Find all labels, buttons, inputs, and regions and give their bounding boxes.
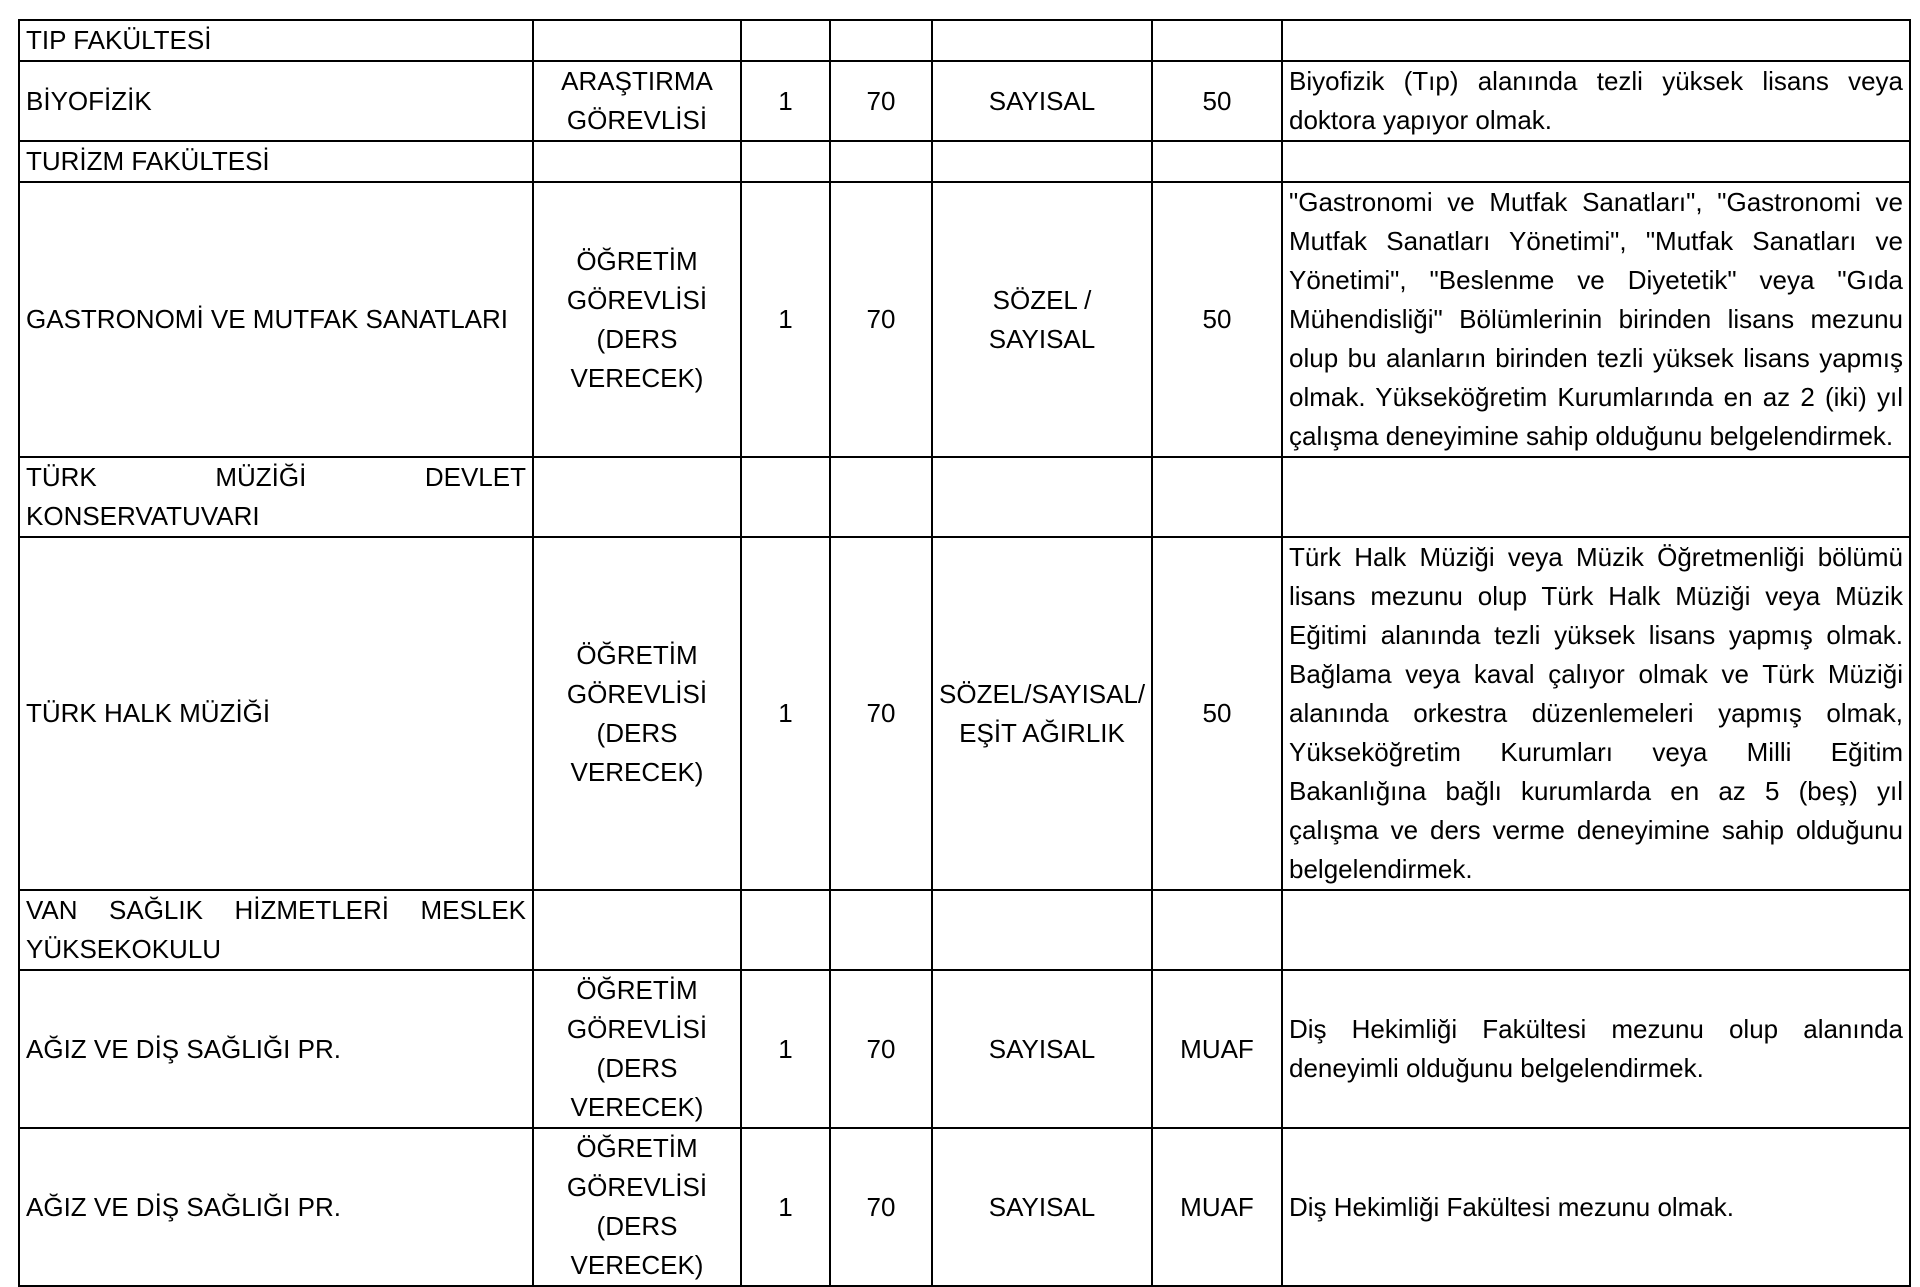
- department-name: AĞIZ VE DİŞ SAĞLIĞI PR.: [19, 1128, 533, 1286]
- empty-cell: [830, 457, 932, 537]
- min-score: 70: [830, 61, 932, 141]
- position-count: 1: [741, 970, 830, 1128]
- faculty-row: [19, 890, 1910, 970]
- empty-cell: [741, 890, 830, 970]
- requirements: [1282, 970, 1910, 1128]
- ales-type: [932, 182, 1152, 457]
- position-count: 1: [741, 61, 830, 141]
- position-row: [19, 537, 1910, 890]
- faculty-row: [19, 457, 1910, 537]
- faculty-name: VAN SAĞLIK HİZMETLERİ MESLEK YÜKSEKOKULU: [19, 890, 533, 970]
- empty-cell: [830, 141, 932, 182]
- ales-type: [932, 61, 1152, 141]
- position-title-text: ÖĞRETİM GÖREVLİSİ (DERS VERECEK): [566, 245, 708, 393]
- empty-cell: [1152, 141, 1282, 182]
- requirements: [1282, 1128, 1910, 1286]
- department-name: GASTRONOMİ VE MUTFAK SANATLARI: [19, 182, 533, 457]
- ales-type-text: SAYISAL: [988, 1033, 1096, 1064]
- position-count: 1: [741, 537, 830, 890]
- ales-type: [932, 1128, 1152, 1286]
- language-score: 50: [1152, 537, 1282, 890]
- department-name: BİYOFİZİK: [19, 61, 533, 141]
- requirements-text: Diş Hekimliği Fakültesi mezunu olmak.: [1289, 1191, 1735, 1222]
- empty-cell: [741, 457, 830, 537]
- empty-cell: [830, 890, 932, 970]
- language-score: MUAF: [1152, 970, 1282, 1128]
- requirements-text: Biyofizik (Tıp) alanında tezli yüksek lisans veya doktora yapıyor olmak.: [1289, 66, 1903, 135]
- empty-cell: [533, 890, 741, 970]
- position-title-text: ÖĞRETİM GÖREVLİSİ (DERS VERECEK): [566, 639, 708, 787]
- ales-type: [932, 970, 1152, 1128]
- requirements: [1282, 537, 1910, 890]
- ales-type-text: SAYISAL: [988, 1191, 1096, 1222]
- faculty-row: [19, 141, 1910, 182]
- requirements: [1282, 182, 1910, 457]
- empty-cell: [932, 20, 1152, 61]
- requirements-text: "Gastronomi ve Mutfak Sanatları", "Gastronomi ve Mutfak Sanatları Yönetimi", "Mutfak Sanatları ve Yönetimi", "Beslenme ve Diyetetik" veya "Gıda Mühendisliği" Bölümlerinin birinden lisans mezunu olup bu alanların birinden tezli yüksek lisans yapmış olmak. Yükseköğretim Kurumlarında en az 2 (iki) yıl çalışma deneyimine sahip olduğunu belgelendirmek.: [1289, 187, 1903, 451]
- empty-cell: [1282, 141, 1910, 182]
- empty-cell: [1152, 457, 1282, 537]
- min-score: 70: [830, 182, 932, 457]
- staff-position-table: [18, 19, 1911, 1287]
- min-score: 70: [830, 970, 932, 1128]
- position-title-text: ÖĞRETİM GÖREVLİSİ (DERS VERECEK): [566, 1133, 708, 1280]
- ales-type: [932, 537, 1152, 890]
- ales-type-text: SAYISAL: [988, 85, 1096, 116]
- empty-cell: [533, 20, 741, 61]
- position-count: 1: [741, 182, 830, 457]
- empty-cell: [533, 457, 741, 537]
- position-title: [533, 1128, 741, 1286]
- min-score: 70: [830, 1128, 932, 1286]
- empty-cell: [741, 20, 830, 61]
- position-title: [533, 61, 741, 141]
- position-row: [19, 182, 1910, 457]
- language-score: MUAF: [1152, 1128, 1282, 1286]
- position-title-text: ARAŞTIRMA GÖREVLİSİ: [561, 66, 713, 135]
- requirements: [1282, 61, 1910, 141]
- faculty-name: TIP FAKÜLTESİ: [19, 20, 533, 61]
- language-score: 50: [1152, 182, 1282, 457]
- empty-cell: [830, 20, 932, 61]
- position-row: [19, 970, 1910, 1128]
- ales-type-text: SÖZEL / SAYISAL: [988, 284, 1096, 354]
- position-count: 1: [741, 1128, 830, 1286]
- faculty-name: TÜRK MÜZİĞİ DEVLET KONSERVATUVARI: [19, 457, 533, 537]
- position-row: [19, 1128, 1910, 1286]
- position-title: [533, 182, 741, 457]
- empty-cell: [1152, 890, 1282, 970]
- empty-cell: [932, 457, 1152, 537]
- empty-cell: [932, 141, 1152, 182]
- faculty-row: [19, 20, 1910, 61]
- department-name: TÜRK HALK MÜZİĞİ: [19, 537, 533, 890]
- min-score: 70: [830, 537, 932, 890]
- empty-cell: [932, 890, 1152, 970]
- requirements-text: Türk Halk Müziği veya Müzik Öğretmenliği bölümü lisans mezunu olup Türk Halk Müziği veya Müzik Eğitimi alanında tezli yüksek lisans yapmış olmak. Bağlama veya kaval çalıyor olmak ve Türk Müziği alanında orkestra düzenlemeleri yapmış olmak, Yükseköğretim Kurumları veya Milli Eğitim Bakanlığına bağlı kurumlarda en az 5 (beş) yıl çalışma ve ders verme deneyimine sahip olduğunu belgelendirmek.: [1289, 542, 1903, 884]
- position-title: [533, 537, 741, 890]
- requirements-text: Diş Hekimliği Fakültesi mezunu olup alanında deneyimli olduğunu belgelendirmek.: [1289, 1014, 1903, 1083]
- department-name: AĞIZ VE DİŞ SAĞLIĞI PR.: [19, 970, 533, 1128]
- position-title-text: ÖĞRETİM GÖREVLİSİ (DERS VERECEK): [566, 975, 708, 1122]
- faculty-name: TURİZM FAKÜLTESİ: [19, 141, 533, 182]
- language-score: 50: [1152, 61, 1282, 141]
- position-title: [533, 970, 741, 1128]
- empty-cell: [1282, 890, 1910, 970]
- position-row: [19, 61, 1910, 141]
- empty-cell: [1152, 20, 1282, 61]
- empty-cell: [1282, 457, 1910, 537]
- ales-type-text: SÖZEL/SAYISAL/ EŞİT AĞIRLIK: [939, 678, 1146, 748]
- empty-cell: [741, 141, 830, 182]
- empty-cell: [533, 141, 741, 182]
- empty-cell: [1282, 20, 1910, 61]
